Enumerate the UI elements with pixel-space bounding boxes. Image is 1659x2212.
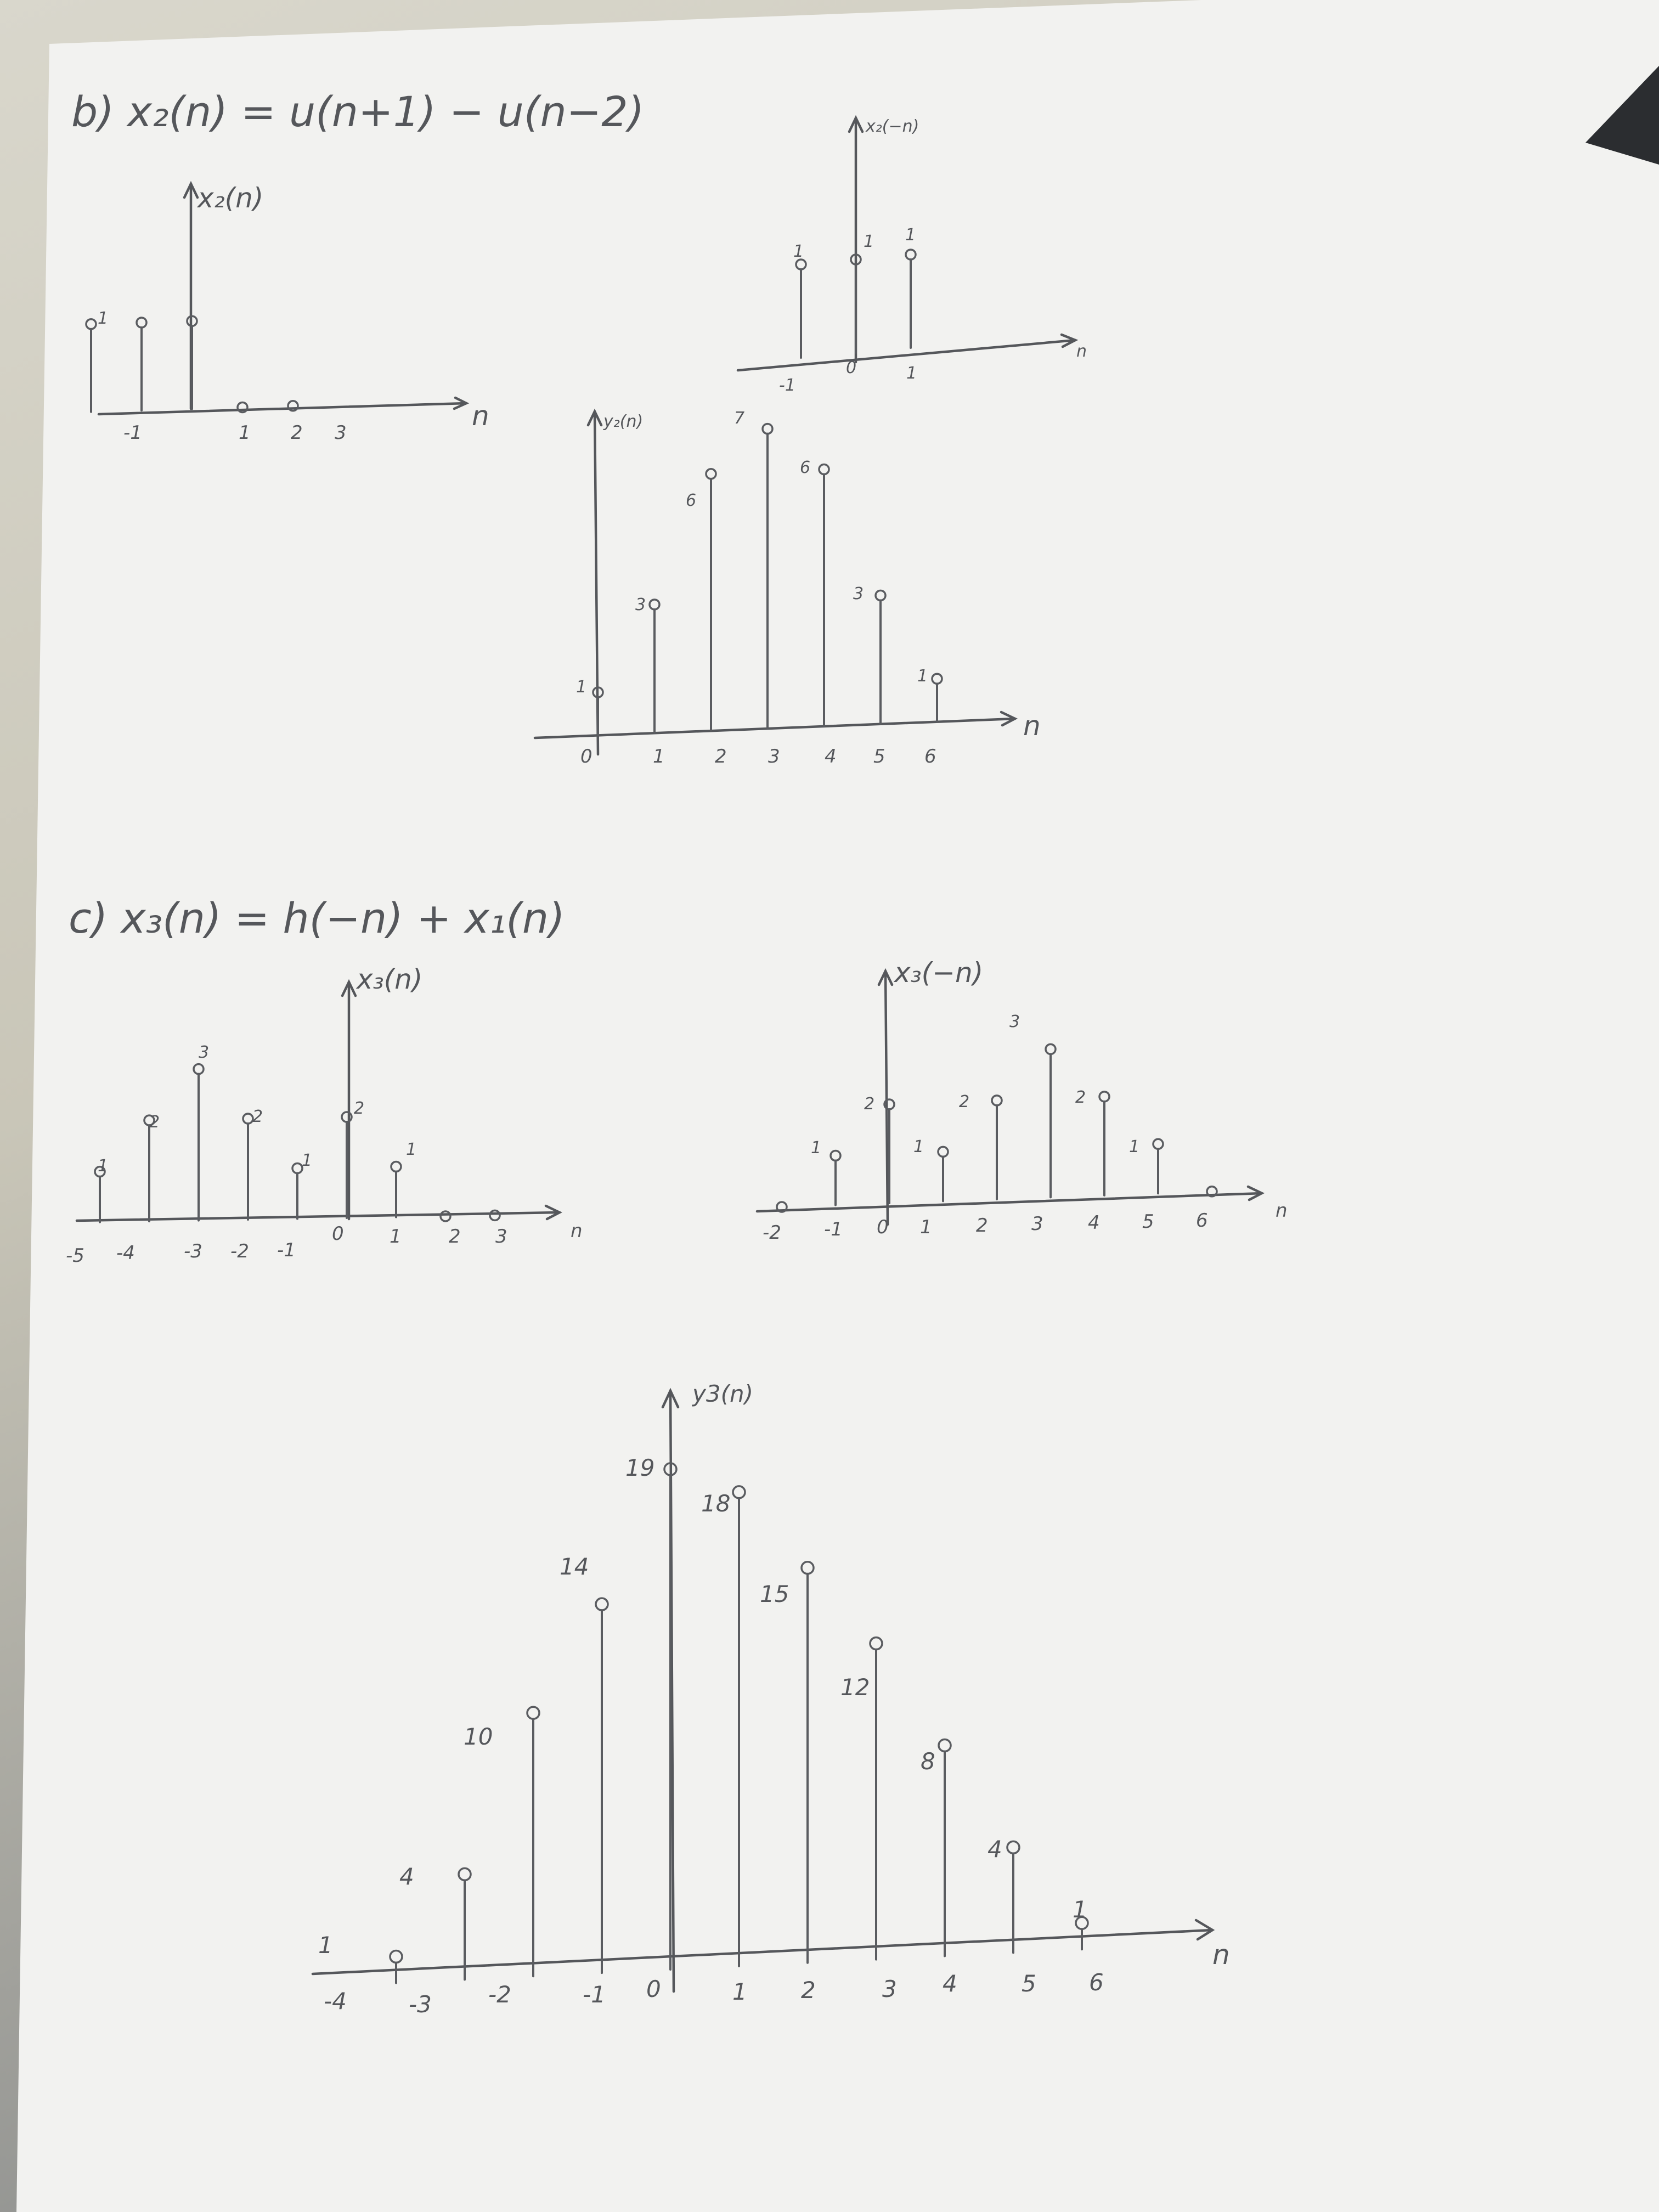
x3-axis-title: x₃(n) (357, 963, 423, 995)
y2-tick-label: 1 (653, 746, 665, 768)
y3-value-label: 12 (840, 1674, 870, 1701)
x2-tick-label: 3 (335, 422, 347, 444)
y3-value-label: 15 (760, 1581, 789, 1607)
y3-value-label: 10 (464, 1723, 493, 1750)
y2-value-label: 7 (734, 409, 745, 428)
x3rev-tick-label: 5 (1142, 1211, 1154, 1233)
x2rev-tick-label: 1 (906, 364, 917, 383)
y2-tick-label: 2 (715, 746, 727, 768)
x3-value-label: 2 (149, 1113, 160, 1132)
y3-tick-label: 2 (801, 1977, 816, 2004)
y3-tick-label: 0 (646, 1976, 661, 2002)
y3-tick-label: 1 (732, 1978, 747, 2005)
y2-tick-label: 3 (768, 746, 780, 768)
y3-value-label: 1 (318, 1932, 333, 1959)
x3-value-label: 2 (354, 1099, 365, 1118)
x3rev-value-label: 2 (864, 1094, 875, 1114)
y3-tick-label: 6 (1089, 1969, 1104, 1996)
x3rev-axis-title: x₃(−n) (894, 957, 984, 989)
y3-value-label: 4 (988, 1836, 1002, 1863)
x2rev-value-label: 1 (905, 225, 916, 245)
x3rev-tick-label: 1 (920, 1216, 932, 1238)
x3-tick-label: 0 (332, 1223, 344, 1245)
y2-value-label: 6 (686, 491, 697, 510)
y2-n-label: n (1023, 710, 1041, 742)
y3-tick-label: 4 (943, 1970, 957, 1997)
x2-tick-label: 2 (291, 422, 303, 444)
x2rev-n-label: n (1076, 342, 1087, 361)
x2-tick-label: -1 (123, 422, 142, 444)
y2-value-label: 3 (853, 584, 864, 603)
x3-tick-label: -5 (66, 1245, 84, 1267)
x3-value-label: 1 (98, 1156, 109, 1176)
y3-value-label: 19 (625, 1454, 655, 1481)
x3-value-label: 1 (302, 1151, 313, 1170)
x3rev-value-label: 1 (1129, 1137, 1140, 1156)
y3-value-label: 4 (399, 1863, 414, 1890)
x3-tick-label: -3 (184, 1240, 202, 1262)
x2-n-label: n (472, 400, 489, 432)
y3-tick-label: 5 (1022, 1970, 1036, 1997)
x3-tick-label: 1 (390, 1226, 402, 1248)
y2-tick-label: 5 (873, 746, 885, 768)
y2-tick-label: 0 (580, 746, 592, 768)
y2-axis-title: y₂(n) (603, 412, 644, 431)
x3rev-value-label: 3 (1009, 1012, 1020, 1031)
x3-tick-label: -2 (230, 1240, 249, 1262)
section-b-heading: b) x₂(n) = u(n+1) − u(n−2) (71, 87, 645, 136)
y2-tick-label: 6 (924, 746, 936, 768)
x3rev-tick-label: 6 (1196, 1210, 1208, 1232)
y3-value-label: 18 (701, 1490, 731, 1517)
x3rev-tick-label: -2 (763, 1222, 781, 1244)
paper-sheet (16, 0, 1659, 2212)
x3-value-label: 2 (252, 1107, 263, 1126)
x3rev-tick-label: -1 (824, 1218, 843, 1240)
x2rev-tick-label: -1 (779, 376, 795, 395)
y2-value-label: 1 (576, 678, 587, 697)
x2-tick-label: 1 (239, 422, 251, 444)
y2-tick-label: 4 (825, 746, 837, 768)
x3-tick-label: 3 (495, 1226, 507, 1248)
y3-tick-label: -3 (409, 1991, 432, 2018)
x2rev-value-label: 1 (793, 242, 804, 261)
x3rev-value-label: 1 (811, 1138, 822, 1158)
x3rev-tick-label: 3 (1031, 1213, 1043, 1235)
x2-axis-title: x₂(n) (198, 182, 264, 214)
section-c-heading: c) x₃(n) = h(−n) + x₁(n) (69, 894, 565, 943)
y3-axis-title: y3(n) (692, 1380, 753, 1407)
x2rev-tick-label: 0 (846, 358, 857, 377)
x3-value-label: 3 (199, 1043, 210, 1062)
y3-value-label: 1 (1073, 1896, 1087, 1923)
x3-n-label: n (571, 1220, 583, 1242)
x3rev-tick-label: 0 (877, 1216, 889, 1238)
x3rev-value-label: 2 (1075, 1088, 1086, 1107)
x2rev-value-label: 1 (864, 232, 874, 251)
x2rev-axis-title: x₂(−n) (866, 117, 919, 136)
x3-tick-label: 2 (449, 1226, 461, 1248)
y3-value-label: 14 (560, 1553, 589, 1580)
y3-tick-label: -4 (324, 1988, 347, 2015)
y3-value-label: 8 (921, 1748, 935, 1775)
y3-tick-label: -1 (583, 1981, 606, 2008)
y2-value-label: 6 (800, 458, 811, 477)
y3-tick-label: -2 (488, 1981, 511, 2008)
x3-tick-label: -4 (116, 1242, 135, 1264)
y2-value-label: 1 (917, 667, 928, 686)
x3-tick-label: -1 (277, 1239, 296, 1261)
x3rev-tick-label: 2 (976, 1215, 988, 1237)
x3-value-label: 1 (406, 1140, 417, 1159)
x3rev-value-label: 2 (959, 1092, 970, 1111)
x3rev-n-label: n (1276, 1200, 1288, 1222)
y3-n-label: n (1212, 1939, 1230, 1971)
x3rev-tick-label: 4 (1088, 1212, 1100, 1234)
x2-value-label: 1 (98, 309, 109, 328)
y2-value-label: 3 (635, 595, 646, 614)
y3-tick-label: 3 (882, 1976, 897, 2002)
x3rev-value-label: 1 (913, 1137, 924, 1156)
